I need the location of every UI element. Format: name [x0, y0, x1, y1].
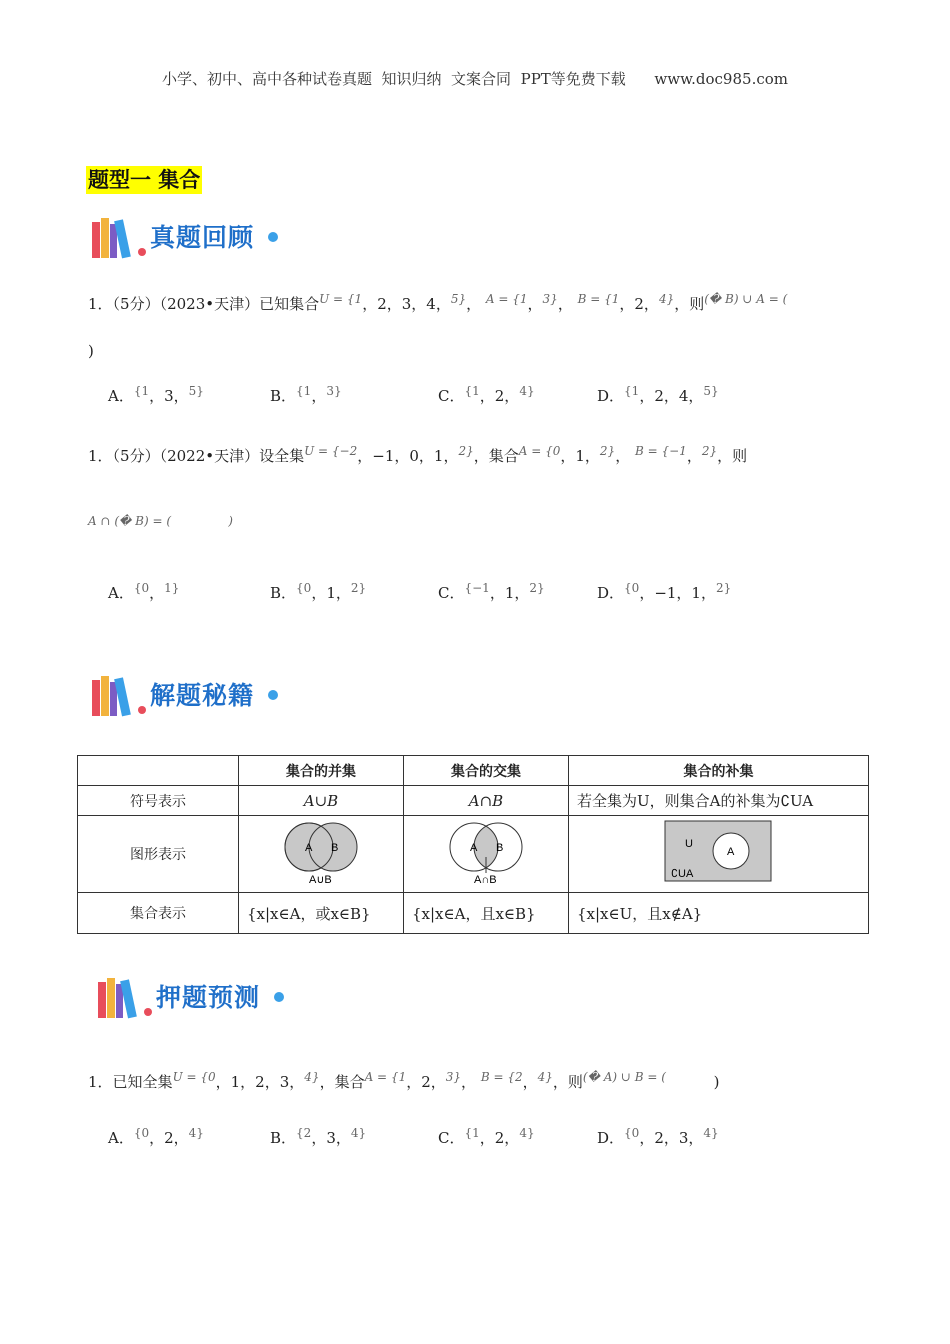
dot-icon [274, 992, 284, 1002]
books-icon [96, 974, 154, 1020]
q1-option-d[interactable]: D．$^{\{1}$，2，4，$^{5\}}$ [597, 384, 719, 405]
table-cell: {x|x∈U，且x∉A} [569, 893, 869, 934]
q1-option-b[interactable]: B．$^{\{1}$，$^{3\}}$ [270, 384, 342, 405]
union-venn-diagram [271, 817, 371, 887]
table-cell: 若全集为U，则集合A的补集为∁UA [569, 786, 869, 816]
row-label: 图形表示 [78, 816, 239, 893]
banner-predict-title: 押题预测 [156, 983, 261, 1012]
q3-option-c[interactable]: C．$^{\{1}$，2，$^{4\}}$ [438, 1126, 535, 1147]
complement-venn-diagram [663, 819, 775, 885]
q1-option-c[interactable]: C．$^{\{1}$，2，$^{4\}}$ [438, 384, 535, 405]
question-1-close: ) [88, 342, 94, 360]
row-label: 集合表示 [78, 893, 239, 934]
row-label: 符号表示 [78, 786, 239, 816]
table-cell: {x|x∈A，或x∈B} [239, 893, 404, 934]
svg-text:B: B [496, 842, 504, 854]
svg-text:A∪B: A∪B [309, 874, 332, 886]
table-cell [569, 816, 869, 893]
q2-option-c[interactable]: C．$^{\{-1}$，1，$^{2\}}$ [438, 581, 545, 602]
q3-option-d[interactable]: D．$^{\{0}$，2，3，$^{4\}}$ [597, 1126, 719, 1147]
table-header-row [78, 756, 869, 786]
svg-text:A: A [470, 842, 478, 854]
table-cell [239, 816, 404, 893]
question-2-expr: $^{A \cap (� B) = (}$ ) [88, 514, 233, 528]
q2-option-a[interactable]: A．$^{\{0}$，$^{1\}}$ [108, 581, 180, 602]
table-cell: {x|x∈A，且x∈B} [404, 893, 569, 934]
table-header-cell: 集合的并集 [239, 756, 404, 786]
svg-text:B: B [331, 842, 339, 854]
banner-review-title: 真题回顾 [150, 223, 255, 252]
table-row [78, 816, 869, 893]
svg-text:A: A [305, 842, 313, 854]
svg-text:∁UA: ∁UA [670, 868, 693, 880]
question-1: 1．（5分）（2023•天津）已知集合$^{U = \{1}$，2，3，4，$^{5\}}$， $^{A = \{1}$，$^{3\}}$， $^{B = \{1}$，2，$^{4\}}$，则$^{(� B) \cup A = (}$ [88, 292, 788, 313]
page-header: 小学、初中、高中各种试卷真题 知识归纳 文案合同 PPT等免费下载 www.doc985.com [161, 70, 788, 88]
q3-option-b[interactable]: B．$^{\{2}$，3，$^{4\}}$ [270, 1126, 367, 1147]
question-3: 1．已知全集$^{U = \{0}$，1，2，3，$^{4\}}$，集合$^{A = \{1}$，2，$^{3\}}$， $^{B = \{2}$，$^{4\}}$，则$^{(� A) \cup B = (}$ ) [88, 1070, 720, 1091]
books-icon [90, 672, 148, 718]
table-cell [404, 816, 569, 893]
banner-tips-title: 解题秘籍 [150, 681, 255, 710]
table-cell: A∩B [404, 786, 569, 816]
table-header-cell [78, 756, 239, 786]
dot-icon [268, 690, 278, 700]
q1-option-a[interactable]: A．$^{\{1}$，3，$^{5\}}$ [108, 384, 204, 405]
table-header-cell: 集合的交集 [404, 756, 569, 786]
dot-icon [268, 232, 278, 242]
banner-predict [96, 974, 316, 1024]
table-cell: A∪B [239, 786, 404, 816]
q3-option-a[interactable]: A．$^{\{0}$，2，$^{4\}}$ [108, 1126, 204, 1147]
q2-option-b[interactable]: B．$^{\{0}$，1，$^{2\}}$ [270, 581, 367, 602]
table-row [78, 786, 869, 816]
intersection-venn-diagram [436, 817, 536, 887]
svg-text:A: A [726, 846, 734, 858]
sets-summary-table [77, 755, 869, 934]
table-header-cell: 集合的补集 [569, 756, 869, 786]
books-icon [90, 214, 148, 260]
question-2: 1．（5分）（2022•天津）设全集$^{U = \{-2}$，−1，0，1，$^{2\}}$，集合$^{A = \{0}$，1，$^{2\}}$， $^{B = \{-1}$，$^{2\}}$，则 [88, 444, 748, 465]
banner-review [90, 214, 310, 264]
q2-option-d[interactable]: D．$^{\{0}$，−1，1，$^{2\}}$ [597, 581, 732, 602]
topic-tag: 题型一 集合 [88, 168, 201, 192]
table-row [78, 893, 869, 934]
banner-tips [90, 672, 310, 722]
svg-text:U: U [684, 838, 693, 850]
svg-text:A∩B: A∩B [474, 874, 497, 886]
